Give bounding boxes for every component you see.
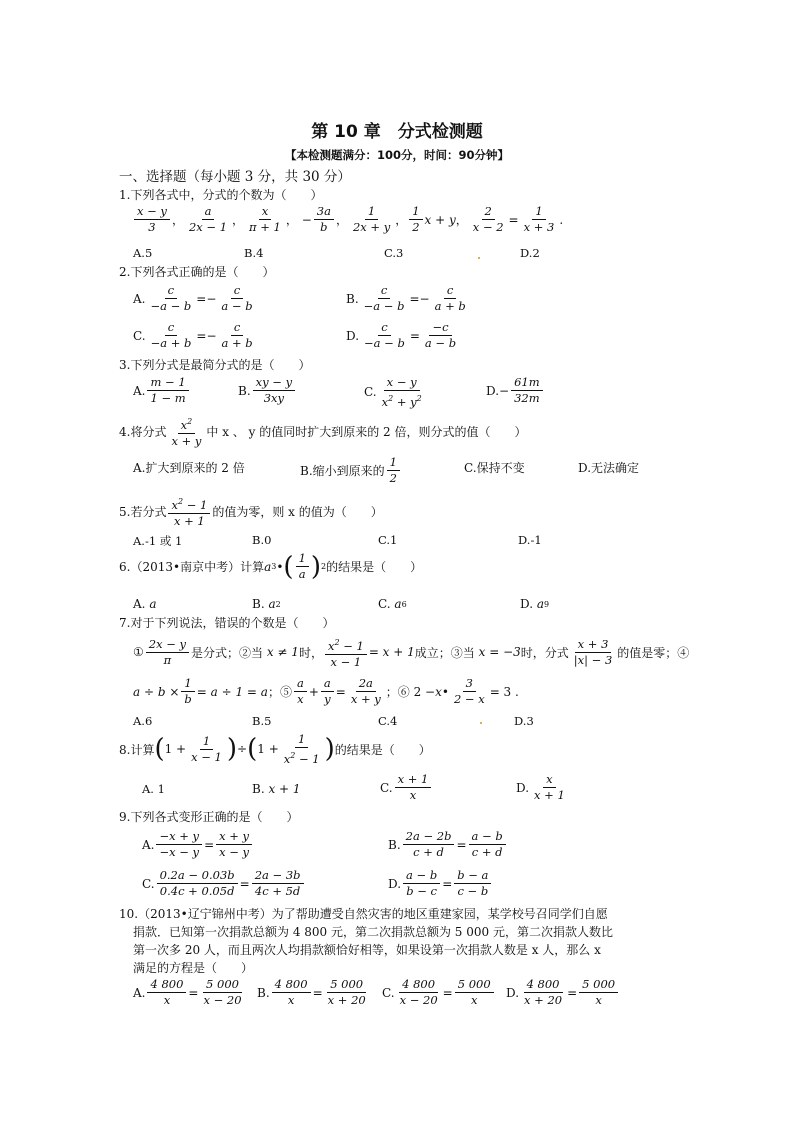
q2-stem: 2.下列各式正确的是（ ） (119, 265, 275, 279)
q4-option-a: A.扩大到原来的 2 倍 (133, 461, 245, 475)
q7-option-a: A.6 (133, 714, 153, 728)
q6-option-d: D. a 9 (520, 597, 550, 611)
page-title: 第 10 章 分式检测题 (311, 122, 483, 142)
q8-option-d: D. x x + 1 (516, 772, 565, 802)
q7-option-d: D.3 (514, 714, 534, 728)
q1-option-d: D.2 (520, 246, 540, 260)
q3-option-c: C. x − y $x^2 + y^2$ (364, 375, 422, 409)
q7-statements-line2: a ÷ b × $\frac{1}{b}$ = a ÷ 1 = a ；⑤ a x + a y = 2a x + y ；⑥ 2 − x • 3 2 − x = 3 . (133, 676, 519, 706)
q7-option-c: C.4 (378, 714, 398, 728)
q1-option-c: C.3 (384, 246, 404, 260)
q2-option-a: A. c −a − b =− c a − b (133, 283, 253, 313)
q3-option-b: B. xy − y 3xy (238, 375, 297, 406)
q8-option-a: A. 1 (142, 782, 165, 796)
q6-option-b: B. a 2 (252, 597, 281, 611)
q6-stem: 6.（2013•南京中考）计算 a 3 • ( 1 a ) 2 的结果是（ ） (119, 551, 423, 582)
q7-statements-line1: ① 2x − y π 是分式；②当 x ≠ 1 时， $\frac{x^2 - 1}{x - 1}$ = x + 1 成立；③当 x = −3 时，分式 x + 3 |x| − 3 的值是零；④ (133, 636, 690, 669)
section-heading: 一、选择题（每小题 3 分，共 30 分） (119, 169, 351, 185)
print-speck (480, 722, 482, 724)
q5-option-c: C.1 (378, 533, 398, 547)
q9-option-c: C. 0.2a − 0.03b 0.4c + 0.05d = 2a − 3b 4c + 5d (142, 868, 306, 899)
q3-option-a: A. m − 1 1 − m (133, 375, 191, 406)
q1-option-a: A.5 (133, 246, 153, 260)
q10-option-b: B. 4 800 x = 5 000 x + 20 (257, 977, 366, 1007)
q2-option-d: D. c −a − b = −c a − b (346, 320, 457, 350)
q8-stem: 8.计算 ( 1 + 1 x − 1 ) ÷ ( 1 + 1 $x^2 - 1$ ) 的结果是（ ） (119, 732, 431, 766)
q9-option-b: B. 2a − 2b c + d = a − b c + d (388, 829, 508, 860)
q6-option-c: C. a 6 (378, 597, 407, 611)
print-speck (478, 257, 480, 259)
q3-option-d: D. − 61m 32m (486, 375, 545, 406)
q1-stem: 1.下列各式中，分式的个数为（ ） (119, 188, 323, 202)
q5-option-b: B.0 (252, 533, 272, 547)
page-subtitle: 【本检测题满分：100分，时间：90分钟】 (284, 148, 509, 162)
q1-option-b: B.4 (244, 246, 264, 260)
q4-option-c: C.保持不变 (464, 461, 525, 475)
q10-option-d: D. 4 800 x + 20 = 5 000 x (506, 977, 620, 1008)
q8-option-c: C. x + 1 x (380, 772, 433, 803)
q3-stem: 3.下列分式是最简分式的是（ ） (119, 358, 311, 372)
q7-option-b: B.5 (252, 714, 272, 728)
q7-stem: 7.对于下列说法，错误的个数是（ ） (119, 616, 335, 630)
q10-option-c: C. 4 800 x − 20 = 5 000 x (382, 977, 496, 1008)
q5-option-d: D.-1 (518, 533, 542, 547)
q2-option-b: B. c −a − b =− c a + b (346, 283, 466, 313)
q4-option-d: D.无法确定 (578, 461, 640, 475)
q5-option-a: A.-1 或 1 (133, 534, 183, 548)
q10-option-a: A. 4 800 x = 5 000 x − 20 (133, 977, 242, 1007)
q6-option-a: A. a (133, 597, 157, 611)
q9-option-d: D. a − b b − c = b − a c − b (388, 868, 493, 899)
q4-option-b: B.缩小到原来的 1 2 (300, 455, 402, 486)
q10-line4: 满足的方程是（ ） (133, 961, 254, 975)
q10-line2: 捐款．已知第一次捐款总额为 4 800 元，第二次捐款总额为 5 000 元，第二次捐款人数比 (133, 925, 613, 939)
q5-stem: 5.若分式 $x^2 - 1$ x + 1 的值为零，则 x 的值为（ ） (119, 494, 383, 529)
q10-line1: 10.（2013•辽宁锦州中考）为了帮助遭受自然灾害的地区重建家园，某学校号召同学们自愿 (119, 907, 608, 921)
q10-line3: 第一次多 20 人，而且两次人均捐款额恰好相等，如果设第一次捐款人数是 x 人，那么 x (133, 943, 601, 957)
q8-option-b: B. x + 1 (252, 782, 301, 796)
q2-option-c: C. c −a + b =− c a + b (133, 320, 253, 350)
q1-expressions: x − y 3 ， a 2x − 1 ， x π + 1 ， − 3a b ， 1 2x + y ， 1 2 x + y ， 2 x − 2 = 1 x + 3 . (132, 204, 563, 235)
q9-option-a: A. −x + y −x − y = x + y x − y (142, 829, 254, 860)
q4-stem: 4.将分式 $x^2$ x + y 中 x 、 y 的值同时扩大到原来的 2 倍，则分式的值（ ） (119, 414, 526, 449)
q9-stem: 9.下列各式变形正确的是（ ） (119, 810, 299, 824)
